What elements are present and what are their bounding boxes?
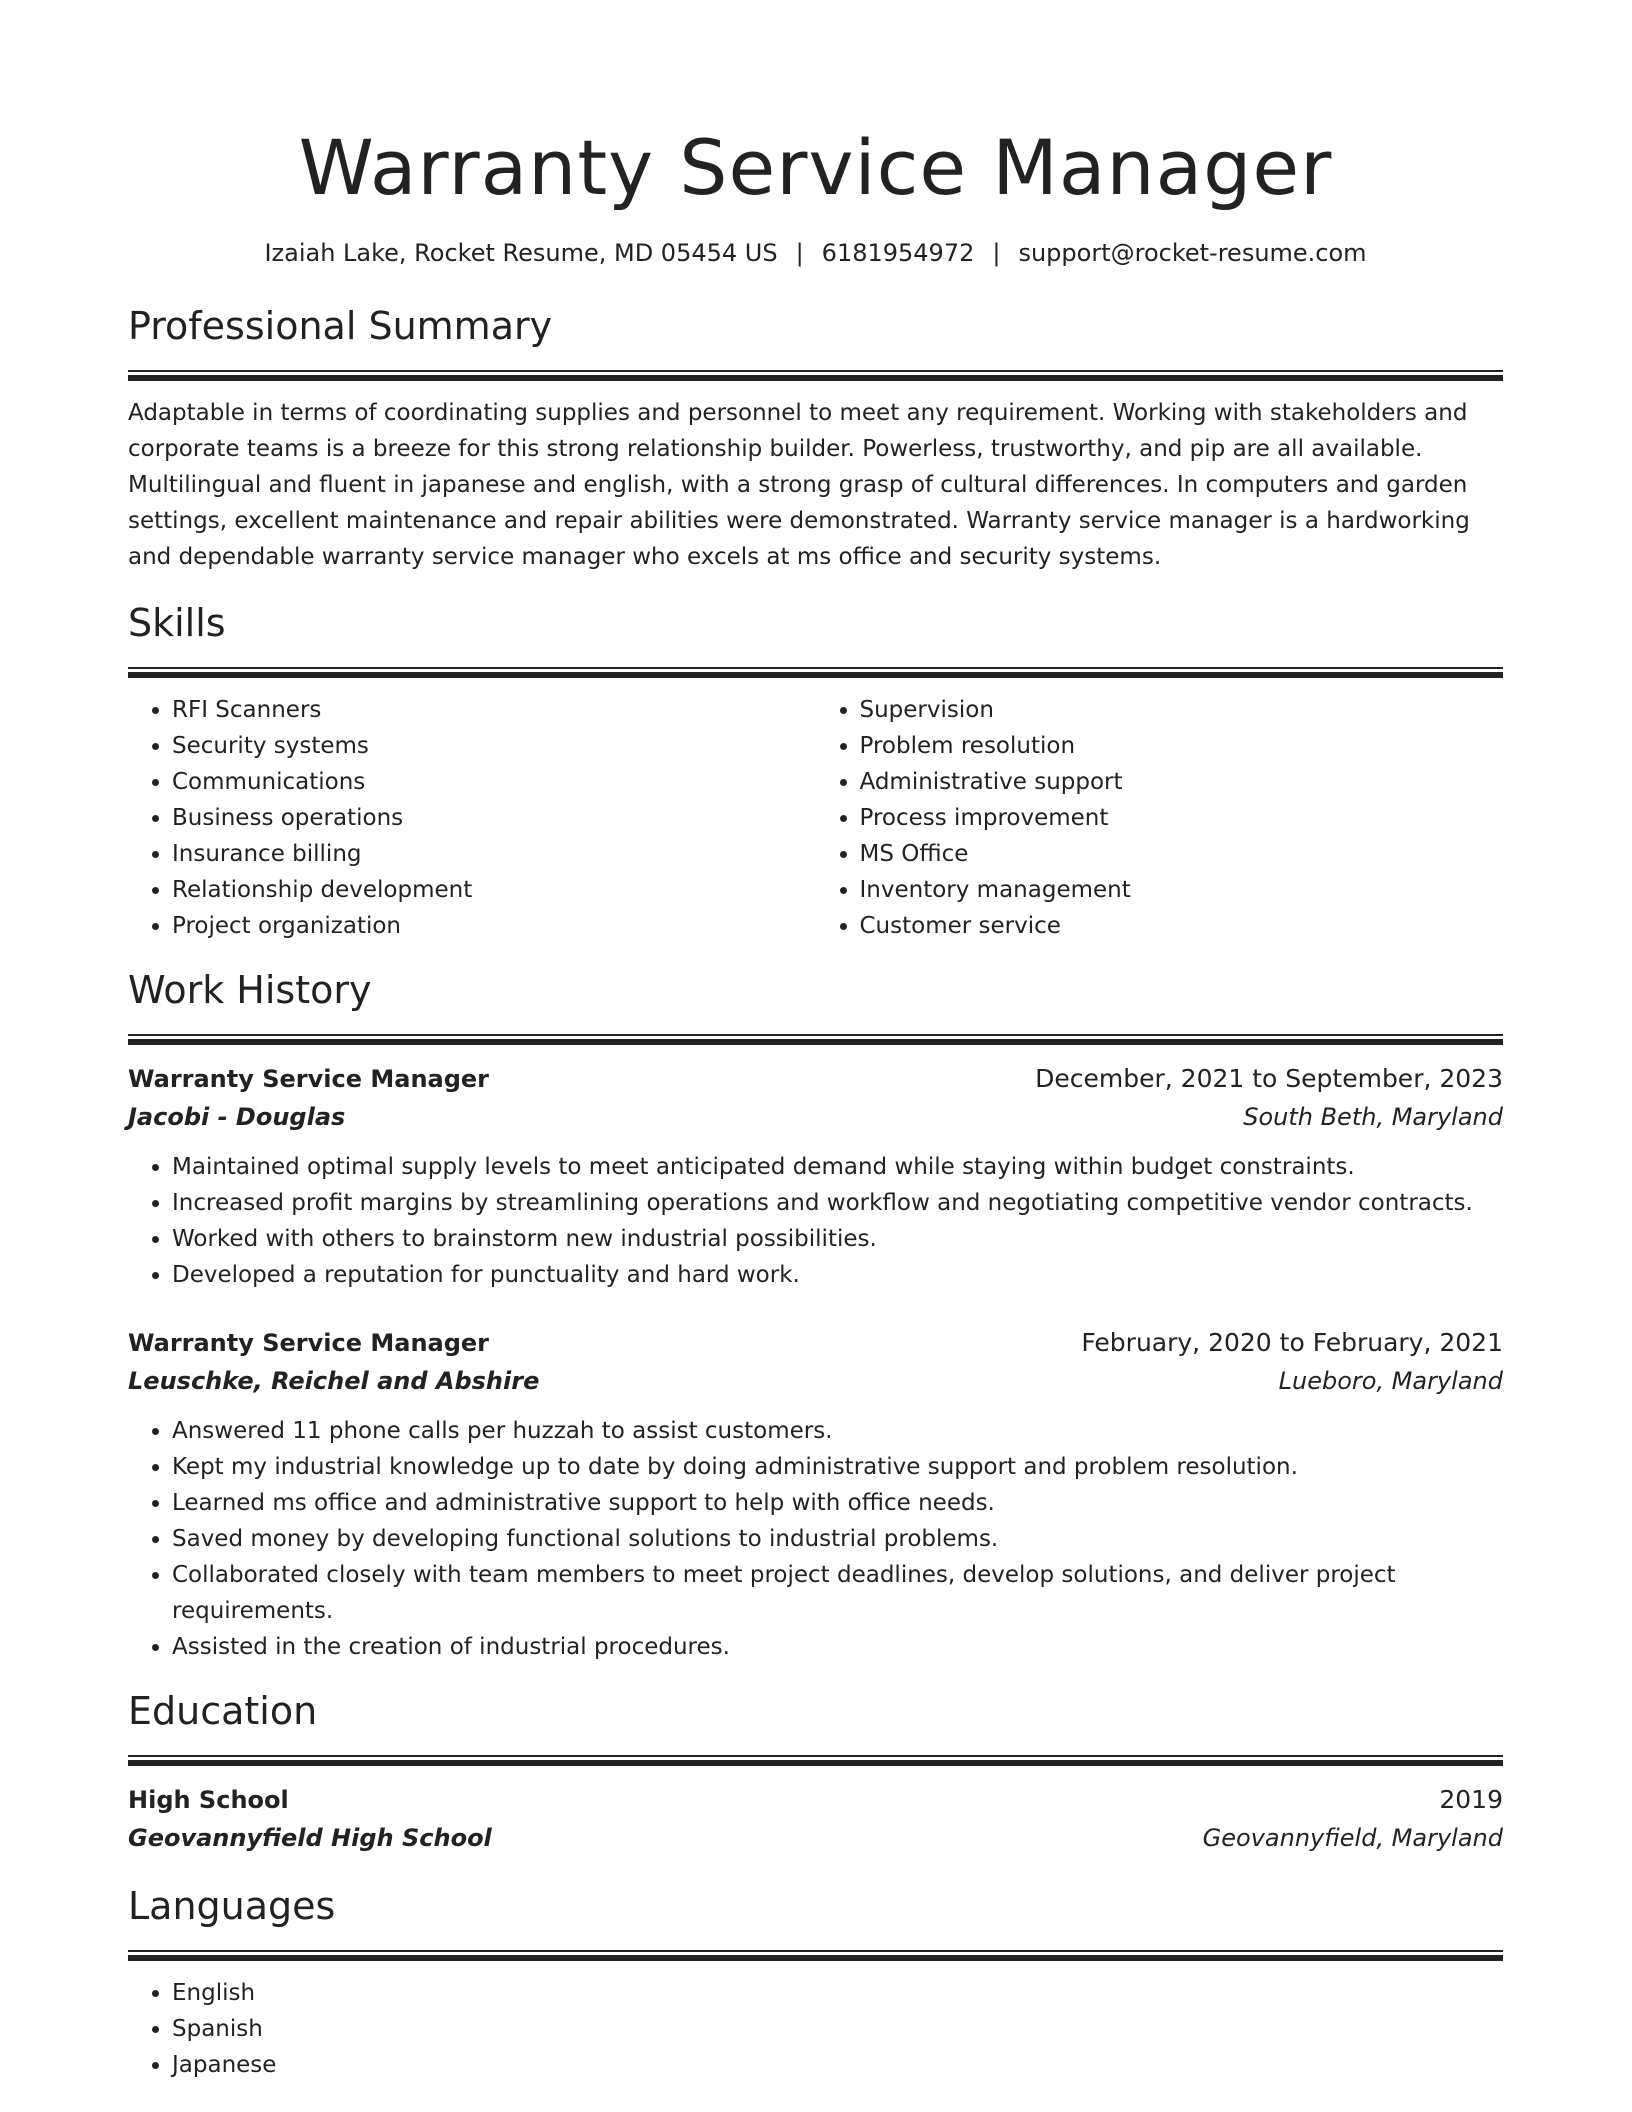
language-item: • English <box>172 1975 1503 2011</box>
section-languages <box>128 1882 1503 2083</box>
section-skills <box>128 599 1503 944</box>
job-bullet: • Collaborated closely with team members to meet project deadlines, develop solutions, and deliver project requirements. <box>172 1557 1503 1629</box>
job-company: Jacobi - Douglas <box>128 1103 346 1131</box>
skills-column-left <box>128 692 816 944</box>
skill-item: • Problem resolution <box>860 728 1504 764</box>
education-degree: High School <box>128 1786 289 1814</box>
job-bullet: • Answered 11 phone calls per huzzah to assist customers. <box>172 1413 1503 1449</box>
job-bullet: • Saved money by developing functional solutions to industrial problems. <box>172 1521 1503 1557</box>
contact-separator: | <box>795 239 804 267</box>
section-rule <box>128 1034 1503 1045</box>
job-header-row <box>128 1325 1503 1361</box>
section-title-skills: Skills <box>128 601 226 645</box>
contact-line <box>128 236 1503 270</box>
job-dates: December, 2021 to September, 2023 <box>1035 1064 1503 1093</box>
education-year: 2019 <box>1439 1785 1503 1814</box>
section-work-history <box>128 966 1503 1665</box>
job-location: Lueboro, Maryland <box>1278 1367 1503 1395</box>
job-bullets <box>128 1413 1503 1665</box>
contact-email: support@rocket-resume.com <box>1018 239 1367 267</box>
education-school: Geovannyfield High School <box>128 1824 492 1852</box>
section-title-education: Education <box>128 1689 318 1733</box>
section-title-languages: Languages <box>128 1884 336 1928</box>
job-bullets <box>128 1149 1503 1293</box>
skill-item: • Project organization <box>172 908 816 944</box>
job-bullet: • Kept my industrial knowledge up to date by doing administrative support and problem resolution. <box>172 1449 1503 1485</box>
job-title: Warranty Service Manager <box>128 1065 490 1093</box>
skills-column-right <box>816 692 1504 944</box>
skill-item: • Communications <box>172 764 816 800</box>
contact-separator: | <box>992 239 1001 267</box>
language-item: • Japanese <box>172 2047 1503 2083</box>
job-bullet: • Learned ms office and administrative support to help with office needs. <box>172 1485 1503 1521</box>
skill-item: • MS Office <box>860 836 1504 872</box>
job-title: Warranty Service Manager <box>128 1329 490 1357</box>
skill-item: • Security systems <box>172 728 816 764</box>
skill-item: • Inventory management <box>860 872 1504 908</box>
language-item: • Spanish <box>172 2011 1503 2047</box>
skill-item: • Insurance billing <box>172 836 816 872</box>
education-school-row <box>128 1818 1503 1858</box>
skill-item: • Administrative support <box>860 764 1504 800</box>
section-title-work-history: Work History <box>128 968 372 1012</box>
skill-item: • Supervision <box>860 692 1504 728</box>
skill-item: • Process improvement <box>860 800 1504 836</box>
skill-item: • Relationship development <box>172 872 816 908</box>
job-bullet: • Developed a reputation for punctuality and hard work. <box>172 1257 1503 1293</box>
section-rule <box>128 1950 1503 1961</box>
skill-item: • Business operations <box>172 800 816 836</box>
job-bullet: • Increased profit margins by streamlining operations and workflow and negotiating competitive vendor contracts. <box>172 1185 1503 1221</box>
education-entry <box>128 1782 1503 1858</box>
job-location: South Beth, Maryland <box>1243 1103 1503 1131</box>
skill-item: • Customer service <box>860 908 1504 944</box>
job-header-row <box>128 1061 1503 1097</box>
job-company-row <box>128 1097 1503 1137</box>
job-company: Leuschke, Reichel and Abshire <box>128 1367 540 1395</box>
job-dates: February, 2020 to February, 2021 <box>1081 1328 1503 1357</box>
job-entry <box>128 1061 1503 1293</box>
contact-phone: 6181954972 <box>821 239 975 267</box>
languages-list <box>128 1975 1503 2083</box>
education-header-row <box>128 1782 1503 1818</box>
education-location: Geovannyfield, Maryland <box>1202 1824 1503 1852</box>
skills-grid <box>128 692 1503 944</box>
resume-name: Warranty Service Manager <box>298 123 1333 212</box>
job-bullet: • Maintained optimal supply levels to meet anticipated demand while staying within budget constraints. <box>172 1149 1503 1185</box>
section-rule <box>128 667 1503 678</box>
contact-address: Izaiah Lake, Rocket Resume, MD 05454 US <box>264 239 778 267</box>
section-title-summary: Professional Summary <box>128 304 553 348</box>
summary-text: Adaptable in terms of coordinating supplies and personnel to meet any requirement. Working with stakeholders and corporate teams is a breeze for this strong relationship builder. Powerless, trustworthy, and pip are all available. Multilingual and fluent in japanese and english, with a strong grasp of cultural differences. In computers and garden settings, excellent maintenance and repair abilities were demonstrated. Warranty service manager is a hardworking and dependable warranty service manager who excels at ms office and security systems. <box>128 400 1470 570</box>
section-rule <box>128 1755 1503 1766</box>
section-education <box>128 1687 1503 1858</box>
section-summary <box>128 302 1503 575</box>
section-rule <box>128 370 1503 381</box>
skill-item: • RFI Scanners <box>172 692 816 728</box>
job-bullet: • Worked with others to brainstorm new industrial possibilities. <box>172 1221 1503 1257</box>
job-entry <box>128 1325 1503 1665</box>
job-company-row <box>128 1361 1503 1401</box>
job-bullet: • Assisted in the creation of industrial procedures. <box>172 1629 1503 1665</box>
